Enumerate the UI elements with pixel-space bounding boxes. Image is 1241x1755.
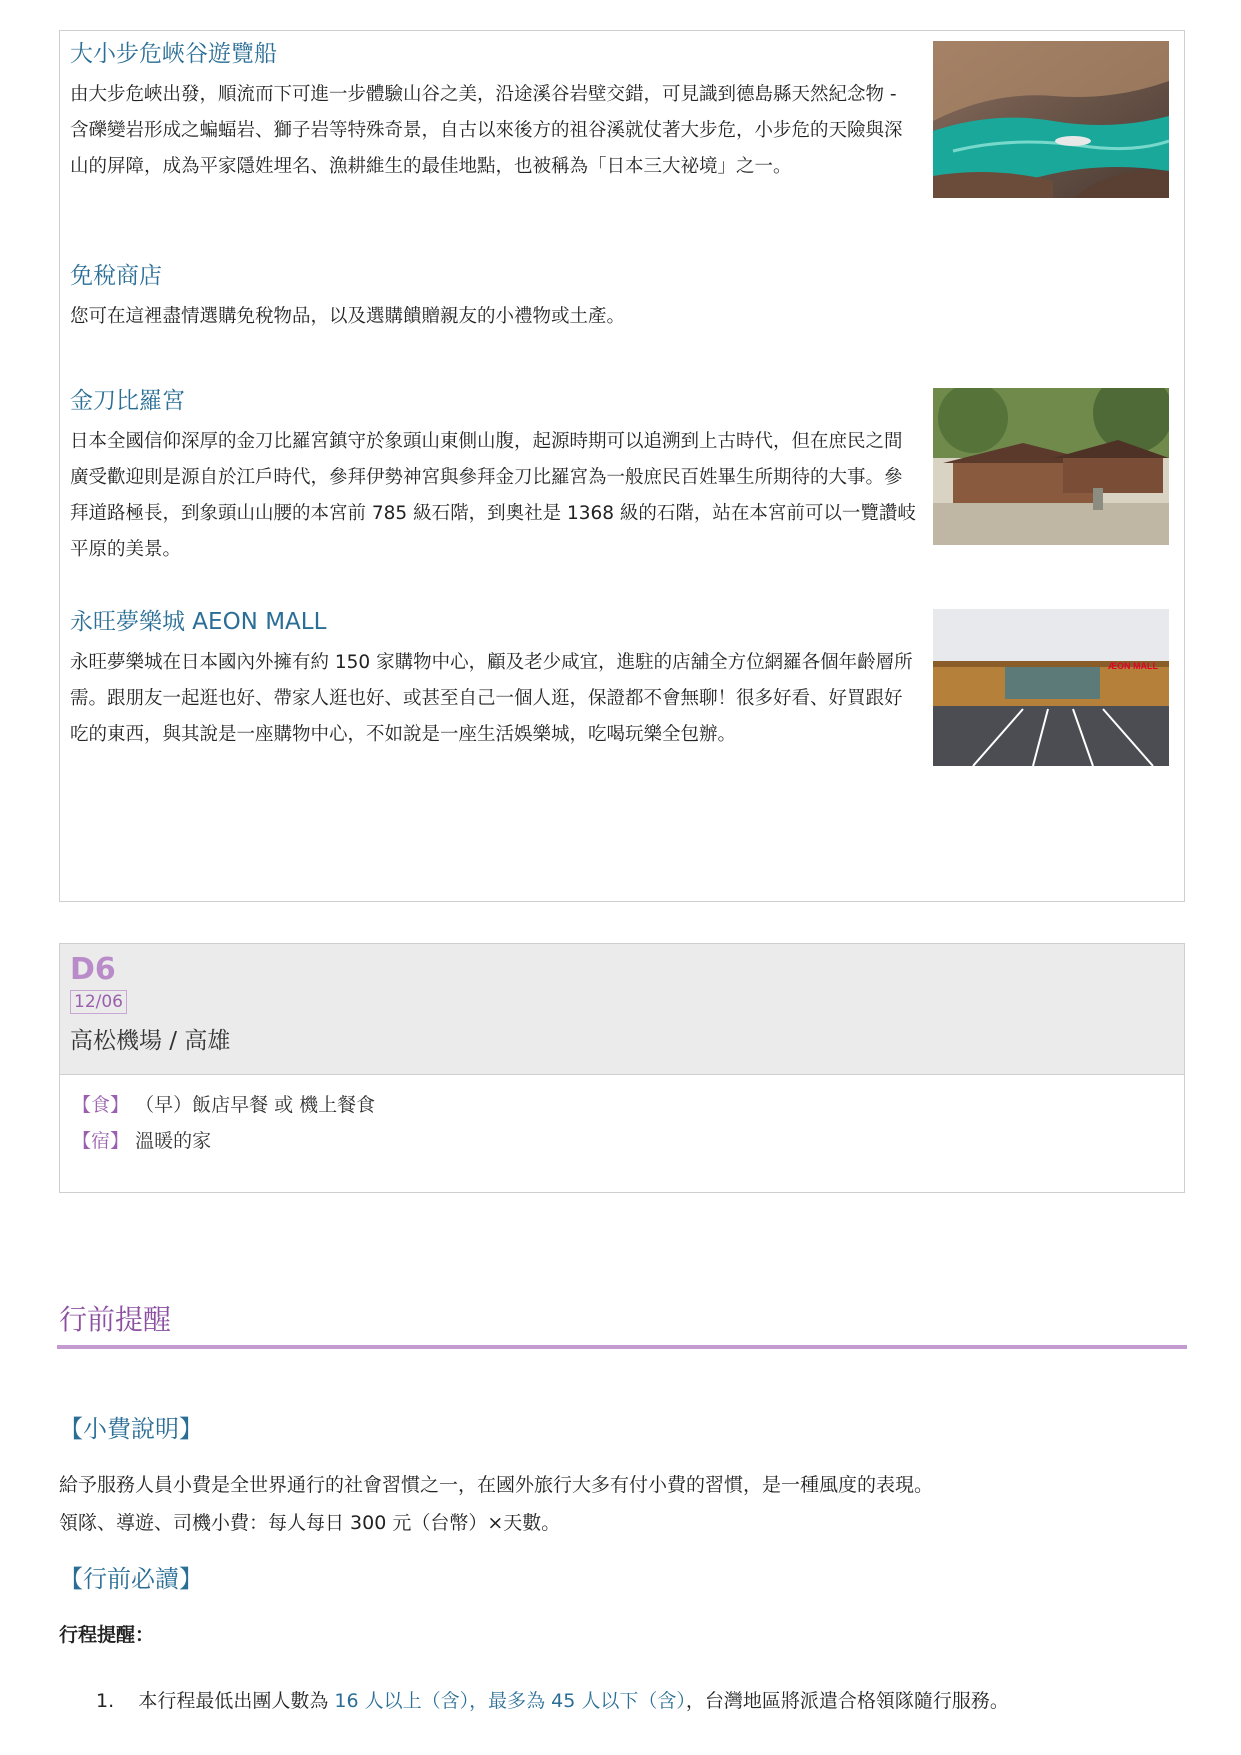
tips-heading: 【小費說明】 — [59, 1415, 203, 1443]
attraction-desc: 由大步危峽出發，順流而下可進一步體驗山谷之美，沿途溪谷岩壁交錯，可見識到德島縣天然紀念物 - 含礫變岩形成之蝙蝠岩、獅子岩等特殊奇景，自古以來後方的祖谷溪就仗著大步危，小步危的天險與深山的屏障，成為平家隱姓埋名、漁耕維生的最佳地點，也被稱為「日本三大祕境」之一。 — [70, 84, 903, 177]
day6-body — [60, 1075, 1184, 1171]
shrine-photo — [933, 388, 1169, 545]
attraction-oboke-boat — [70, 39, 1175, 185]
list-item — [96, 1686, 1009, 1716]
section-divider — [57, 1345, 1187, 1349]
list-text-highlight: 16 人以上（含），最多為 45 人以下（含） — [334, 1690, 686, 1712]
hotel-text: 溫暖的家 — [135, 1130, 212, 1152]
attraction-title: 大小步危峽谷遊覽船 — [70, 41, 277, 67]
meal-row — [72, 1087, 1172, 1123]
hotel-tag: 【宿】 — [72, 1130, 130, 1152]
section-title: 行前提醒 — [59, 1303, 172, 1336]
day6-card — [59, 943, 1185, 1193]
attraction-title: 免稅商店 — [70, 263, 162, 289]
attraction-kotohiragu — [70, 386, 1175, 568]
attraction-duty-free — [70, 261, 1175, 335]
tips-line-2: 領隊、導遊、司機小費：每人每日 300 元（台幣）×天數。 — [59, 1512, 561, 1534]
hotel-row — [72, 1123, 1172, 1159]
attraction-desc: 日本全國信仰深厚的金刀比羅宮鎮守於象頭山東側山腹，起源時期可以追溯到上古時代，但在庶民之間廣受歡迎則是源自於江戶時代，參拜伊勢神宮與參拜金刀比羅宮為一般庶民百姓畢生所期待的大事。參拜道路極長，到象頭山山腰的本宮前 785 級石階，到奧社是 1368 級的石階，站在本宮前可以一覽讚岐平原的美景。 — [70, 431, 916, 560]
meal-tag: 【食】 — [72, 1094, 130, 1116]
aeon-mall-sign: ÆON MALL — [1108, 661, 1158, 671]
tips-line-1: 給予服務人員小費是全世界通行的社會習慣之一，在國外旅行大多有付小費的習慣，是一種風度的表現。 — [59, 1474, 934, 1496]
meal-text: （早）飯店早餐 或 機上餐食 — [135, 1094, 376, 1116]
must-read-heading: 【行前必讀】 — [59, 1565, 203, 1593]
day-date: 12/06 — [70, 990, 127, 1014]
schedule-label: 行程提醒： — [59, 1624, 155, 1646]
attractions-card — [59, 30, 1185, 902]
attraction-aeon-mall — [70, 607, 1175, 753]
list-number: 1. — [96, 1690, 115, 1712]
day-route: 高松機場 / 高雄 — [70, 1028, 231, 1054]
attraction-title: 金刀比羅宮 — [70, 388, 185, 414]
list-text-pre: 本行程最低出團人數為 — [138, 1690, 329, 1712]
day6-header — [60, 944, 1184, 1075]
list-text-post: ，台灣地區將派遣合格領隊隨行服務。 — [685, 1690, 1009, 1712]
gorge-boat-photo — [933, 41, 1169, 198]
attraction-desc: 您可在這裡盡情選購免稅物品，以及選購饋贈親友的小禮物或土產。 — [70, 306, 626, 327]
attraction-desc: 永旺夢樂城在日本國內外擁有約 150 家購物中心，顧及老少咸宜，進駐的店舖全方位網羅各個年齡層所需。跟朋友一起逛也好、帶家人逛也好、或甚至自己一個人逛，保證都不會無聊！很多好看、好買跟好吃的東西，與其說是一座購物中心，不如說是一座生活娛樂城，吃喝玩樂全包辦。 — [70, 652, 913, 745]
day-number: D6 — [70, 952, 116, 987]
attraction-title: 永旺夢樂城 AEON MALL — [70, 609, 327, 635]
aeon-mall-photo — [933, 609, 1169, 766]
